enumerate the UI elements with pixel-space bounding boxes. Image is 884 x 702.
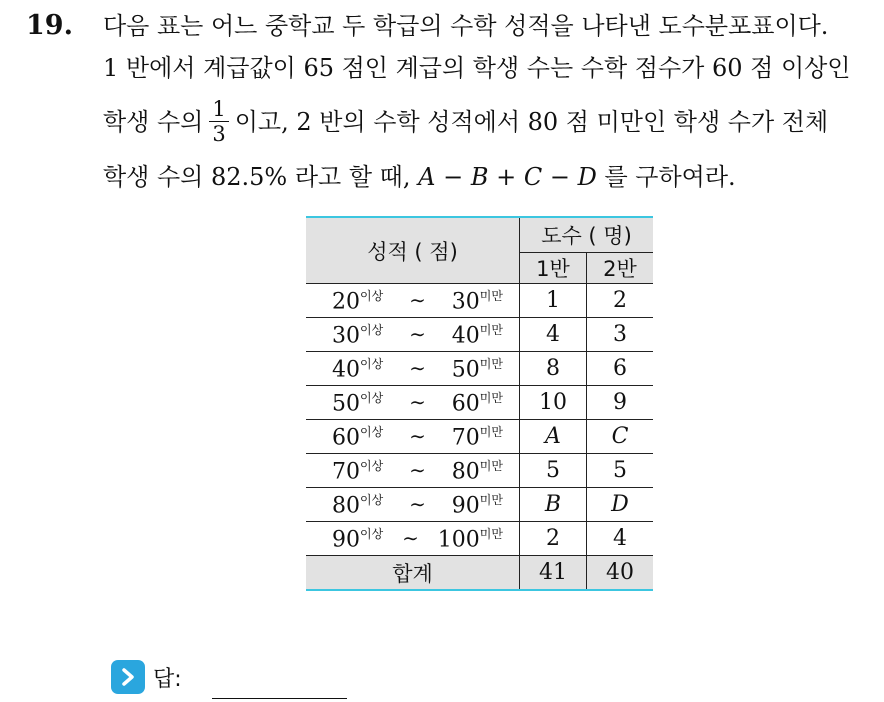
range-upper: $80^{미만}$ [451, 458, 503, 485]
table-row [306, 386, 653, 420]
header-score: 성적 ( 점) [306, 217, 520, 284]
range-upper: $30^{미만}$ [451, 288, 503, 315]
range-lower: $70^{이상}$ [332, 458, 384, 485]
score-range [306, 420, 520, 454]
range-lower: $90^{이상}$ [332, 526, 384, 553]
question-line-3-post: 이고, 2 반의 수학 성적에서 80 점 미만인 학생 수가 전체 [234, 108, 829, 136]
frequency-table [306, 216, 653, 591]
score-range [306, 454, 520, 488]
class-1-frequency: 10 [520, 386, 587, 420]
range-lower: $80^{이상}$ [332, 492, 384, 519]
class-1-frequency: B [520, 488, 587, 522]
table-row [306, 284, 653, 318]
table-row [306, 488, 653, 522]
class-1-frequency: A [520, 420, 587, 454]
range-tilde: ∼ [409, 356, 426, 381]
class-2-frequency: 6 [587, 352, 654, 386]
class-2-frequency: D [587, 488, 654, 522]
score-range [306, 488, 520, 522]
score-range [306, 352, 520, 386]
range-upper: $50^{미만}$ [451, 356, 503, 383]
total-label: 합계 [306, 556, 520, 591]
table-row [306, 318, 653, 352]
range-tilde: ∼ [409, 390, 426, 415]
range-lower: $20^{이상}$ [332, 288, 384, 315]
question-line-2: 1 반에서 계급값이 65 점인 계급의 학생 수는 수학 점수가 60 점 이상인 [103, 54, 851, 82]
table-row [306, 522, 653, 556]
total-class-1: 41 [520, 556, 587, 591]
class-1-frequency: 4 [520, 318, 587, 352]
fraction-one-third [209, 97, 228, 146]
range-upper: $90^{미만}$ [451, 492, 503, 519]
range-tilde: ∼ [409, 288, 426, 313]
score-range [306, 284, 520, 318]
class-1-frequency: 5 [520, 454, 587, 488]
table-row [306, 454, 653, 488]
range-tilde: ∼ [409, 458, 426, 483]
class-2-frequency: C [587, 420, 654, 454]
range-tilde: ∼ [409, 424, 426, 449]
class-1-frequency: 2 [520, 522, 587, 556]
question-line-3-pre: 학생 수의 [103, 108, 204, 136]
range-upper: $40^{미만}$ [451, 322, 503, 349]
score-range [306, 318, 520, 352]
header-class-2: 2반 [587, 253, 654, 284]
question-number: 19. [26, 10, 73, 41]
table-row [306, 420, 653, 454]
range-lower: $40^{이상}$ [332, 356, 384, 383]
answer-blank[interactable] [212, 698, 347, 699]
score-range [306, 522, 520, 556]
range-lower: $50^{이상}$ [332, 390, 384, 417]
total-class-2: 40 [587, 556, 654, 591]
range-upper: $100^{미만}$ [437, 526, 503, 553]
range-tilde: ∼ [409, 492, 426, 517]
range-tilde: ∼ [402, 526, 419, 551]
question-line-4-post: 를 구하여라. [604, 163, 736, 191]
question-line-4 [103, 161, 736, 193]
range-tilde: ∼ [409, 322, 426, 347]
range-lower: $60^{이상}$ [332, 424, 384, 451]
header-class-1: 1반 [520, 253, 587, 284]
class-2-frequency: 2 [587, 284, 654, 318]
header-frequency: 도수 ( 명) [520, 217, 654, 253]
class-2-frequency: 5 [587, 454, 654, 488]
answer-section [111, 660, 182, 694]
question-line-4-pre: 학생 수의 82.5% 라고 할 때, [103, 163, 411, 191]
question-line-1: 다음 표는 어느 중학교 두 학급의 수학 성적을 나타낸 도수분포표이다. [103, 12, 829, 40]
answer-label: 답: [153, 666, 182, 692]
range-upper: $70^{미만}$ [451, 424, 503, 451]
question-line-3 [103, 99, 828, 148]
class-2-frequency: 9 [587, 386, 654, 420]
class-2-frequency: 4 [587, 522, 654, 556]
target-expression: A − B + C − D [418, 163, 597, 191]
range-upper: $60^{미만}$ [451, 390, 503, 417]
class-1-frequency: 8 [520, 352, 587, 386]
fraction-denominator: 3 [212, 122, 226, 146]
class-2-frequency: 3 [587, 318, 654, 352]
fraction-numerator: 1 [209, 97, 228, 122]
chevron-right-icon [111, 660, 145, 694]
total-row [306, 556, 653, 591]
range-lower: $30^{이상}$ [332, 322, 384, 349]
class-1-frequency: 1 [520, 284, 587, 318]
table-row [306, 352, 653, 386]
score-range [306, 386, 520, 420]
